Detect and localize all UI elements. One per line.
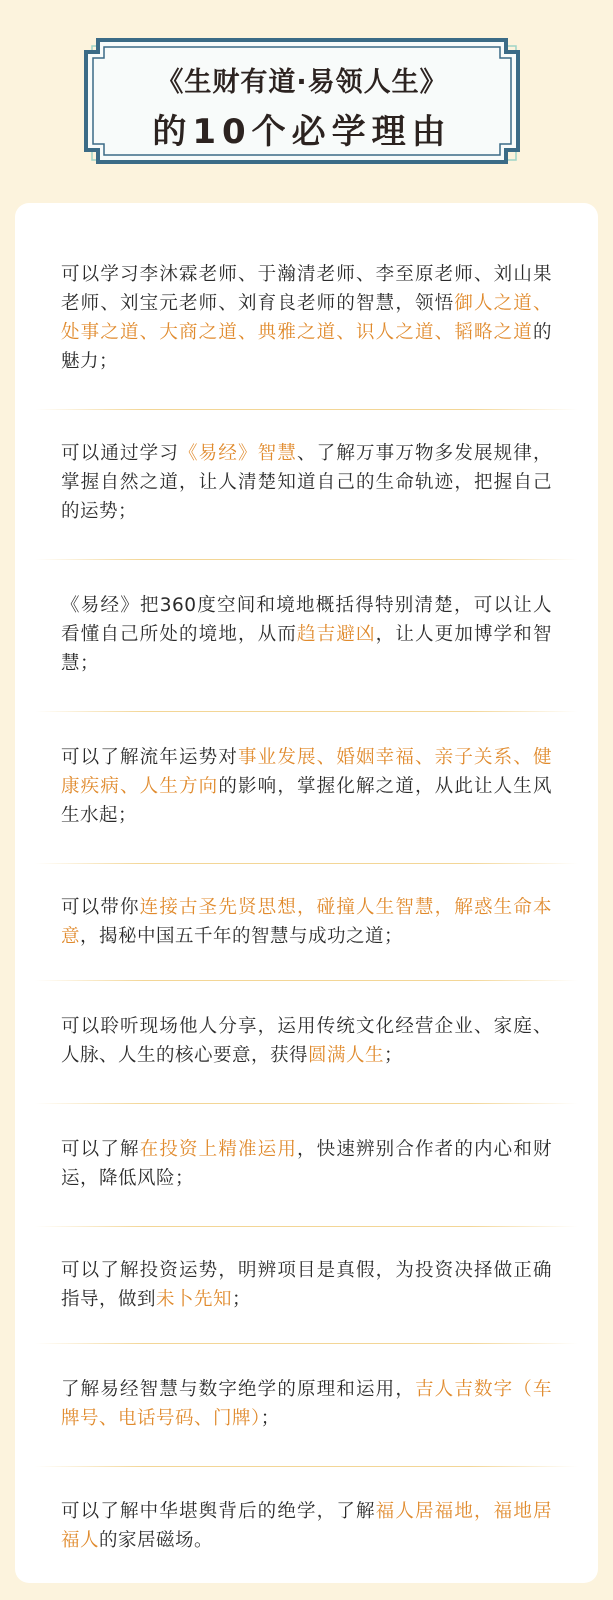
reason-item [61,560,552,711]
reason-segment: ； [384,1045,404,1066]
reason-segment: 可以了解流年运势对 [61,747,238,768]
reason-text [61,1135,552,1193]
reason-segment: ，快速辨别合作者的内心和财运，降低风险； [61,1139,552,1189]
reason-text [61,439,552,526]
title-banner [84,38,520,164]
reason-segment: 《易经》把360度空间和境地概括得特别清楚，可以让人看懂自己所处的境地，从而 [61,595,552,645]
reason-item [61,1104,552,1226]
reasons-list [61,229,552,1555]
reason-highlight: 吉人吉数字（车牌号、电话号码、门牌） [61,1379,552,1429]
reason-highlight: 事业发展、婚姻幸福、亲子关系、健康疾病、人生方向 [61,747,552,797]
reason-highlight: 在投资上精准运用 [139,1139,297,1160]
reason-item [61,981,552,1103]
reason-segment: 、了解万事万物多发展规律，掌握自然之道，让人清楚知道自己的生命轨迹，把握自己的运势； [61,443,552,522]
reason-text [61,1012,552,1070]
reason-text [61,1375,552,1433]
reason-segment: 了解易经智慧与数字绝学的原理和运用， [61,1379,415,1400]
reason-text [61,1256,552,1314]
reason-highlight: 连接古圣先贤思想，碰撞人生智慧，解惑生命本意 [61,897,552,947]
reason-text [61,260,552,376]
reason-segment: 的影响，掌握化解之道，从此让人生风生水起； [61,776,552,826]
reason-item [61,410,552,559]
reason-segment: 可以带你 [61,897,140,918]
reason-item [61,1227,552,1343]
reason-segment: 可以聆听现场他人分享，运用传统文化经营企业、家庭、人脉、人生的核心要意，获得 [61,1016,552,1066]
reason-highlight: 未卜先知 [156,1289,233,1310]
reason-highlight: 《易经》智慧 [179,443,297,464]
reason-segment: ； [232,1289,252,1310]
reason-text [61,893,552,951]
reason-segment: 可以了解投资运势，明辨项目是真假，为投资决择做正确指导，做到 [61,1260,552,1310]
banner-title-line1: 《生财有道·易领人生》 [156,67,448,98]
reason-segment: 的家居磁场。 [99,1530,214,1551]
reason-text [61,591,552,678]
reason-highlight: 御人之道、处事之道、大商之道、典雅之道、识人之道、韬略之道 [61,293,552,343]
banner-title-line2: 的10个必学理由 [152,112,452,152]
reason-segment: 可以了解 [61,1139,140,1160]
reason-text [61,743,552,830]
reason-segment: 可以通过学习 [61,443,179,464]
reason-segment: 的魅力； [61,322,552,372]
reason-segment: 可以了解中华堪舆背后的绝学，了解 [61,1501,376,1522]
reason-segment: ，让人更加博学和智慧； [61,624,552,674]
reason-item [61,1467,552,1555]
reason-item [61,864,552,980]
reason-segment: 可以学习李沐霖老师、于瀚清老师、李至原老师、刘山果老师、刘宝元老师、刘育良老师的智慧，领悟 [61,264,552,314]
reason-item [61,1344,552,1466]
reason-item [61,229,552,409]
reason-highlight: 圆满人生 [308,1045,385,1066]
reason-item [61,712,552,863]
reason-text [61,1497,552,1555]
reason-highlight: 趋吉避凶 [296,624,376,645]
reason-segment: ，揭秘中国五千年的智慧与成功之道； [80,926,404,947]
reason-segment: ； [260,1408,280,1429]
reasons-card [15,203,598,1583]
reason-highlight: 福人居福地，福地居福人 [61,1501,552,1551]
